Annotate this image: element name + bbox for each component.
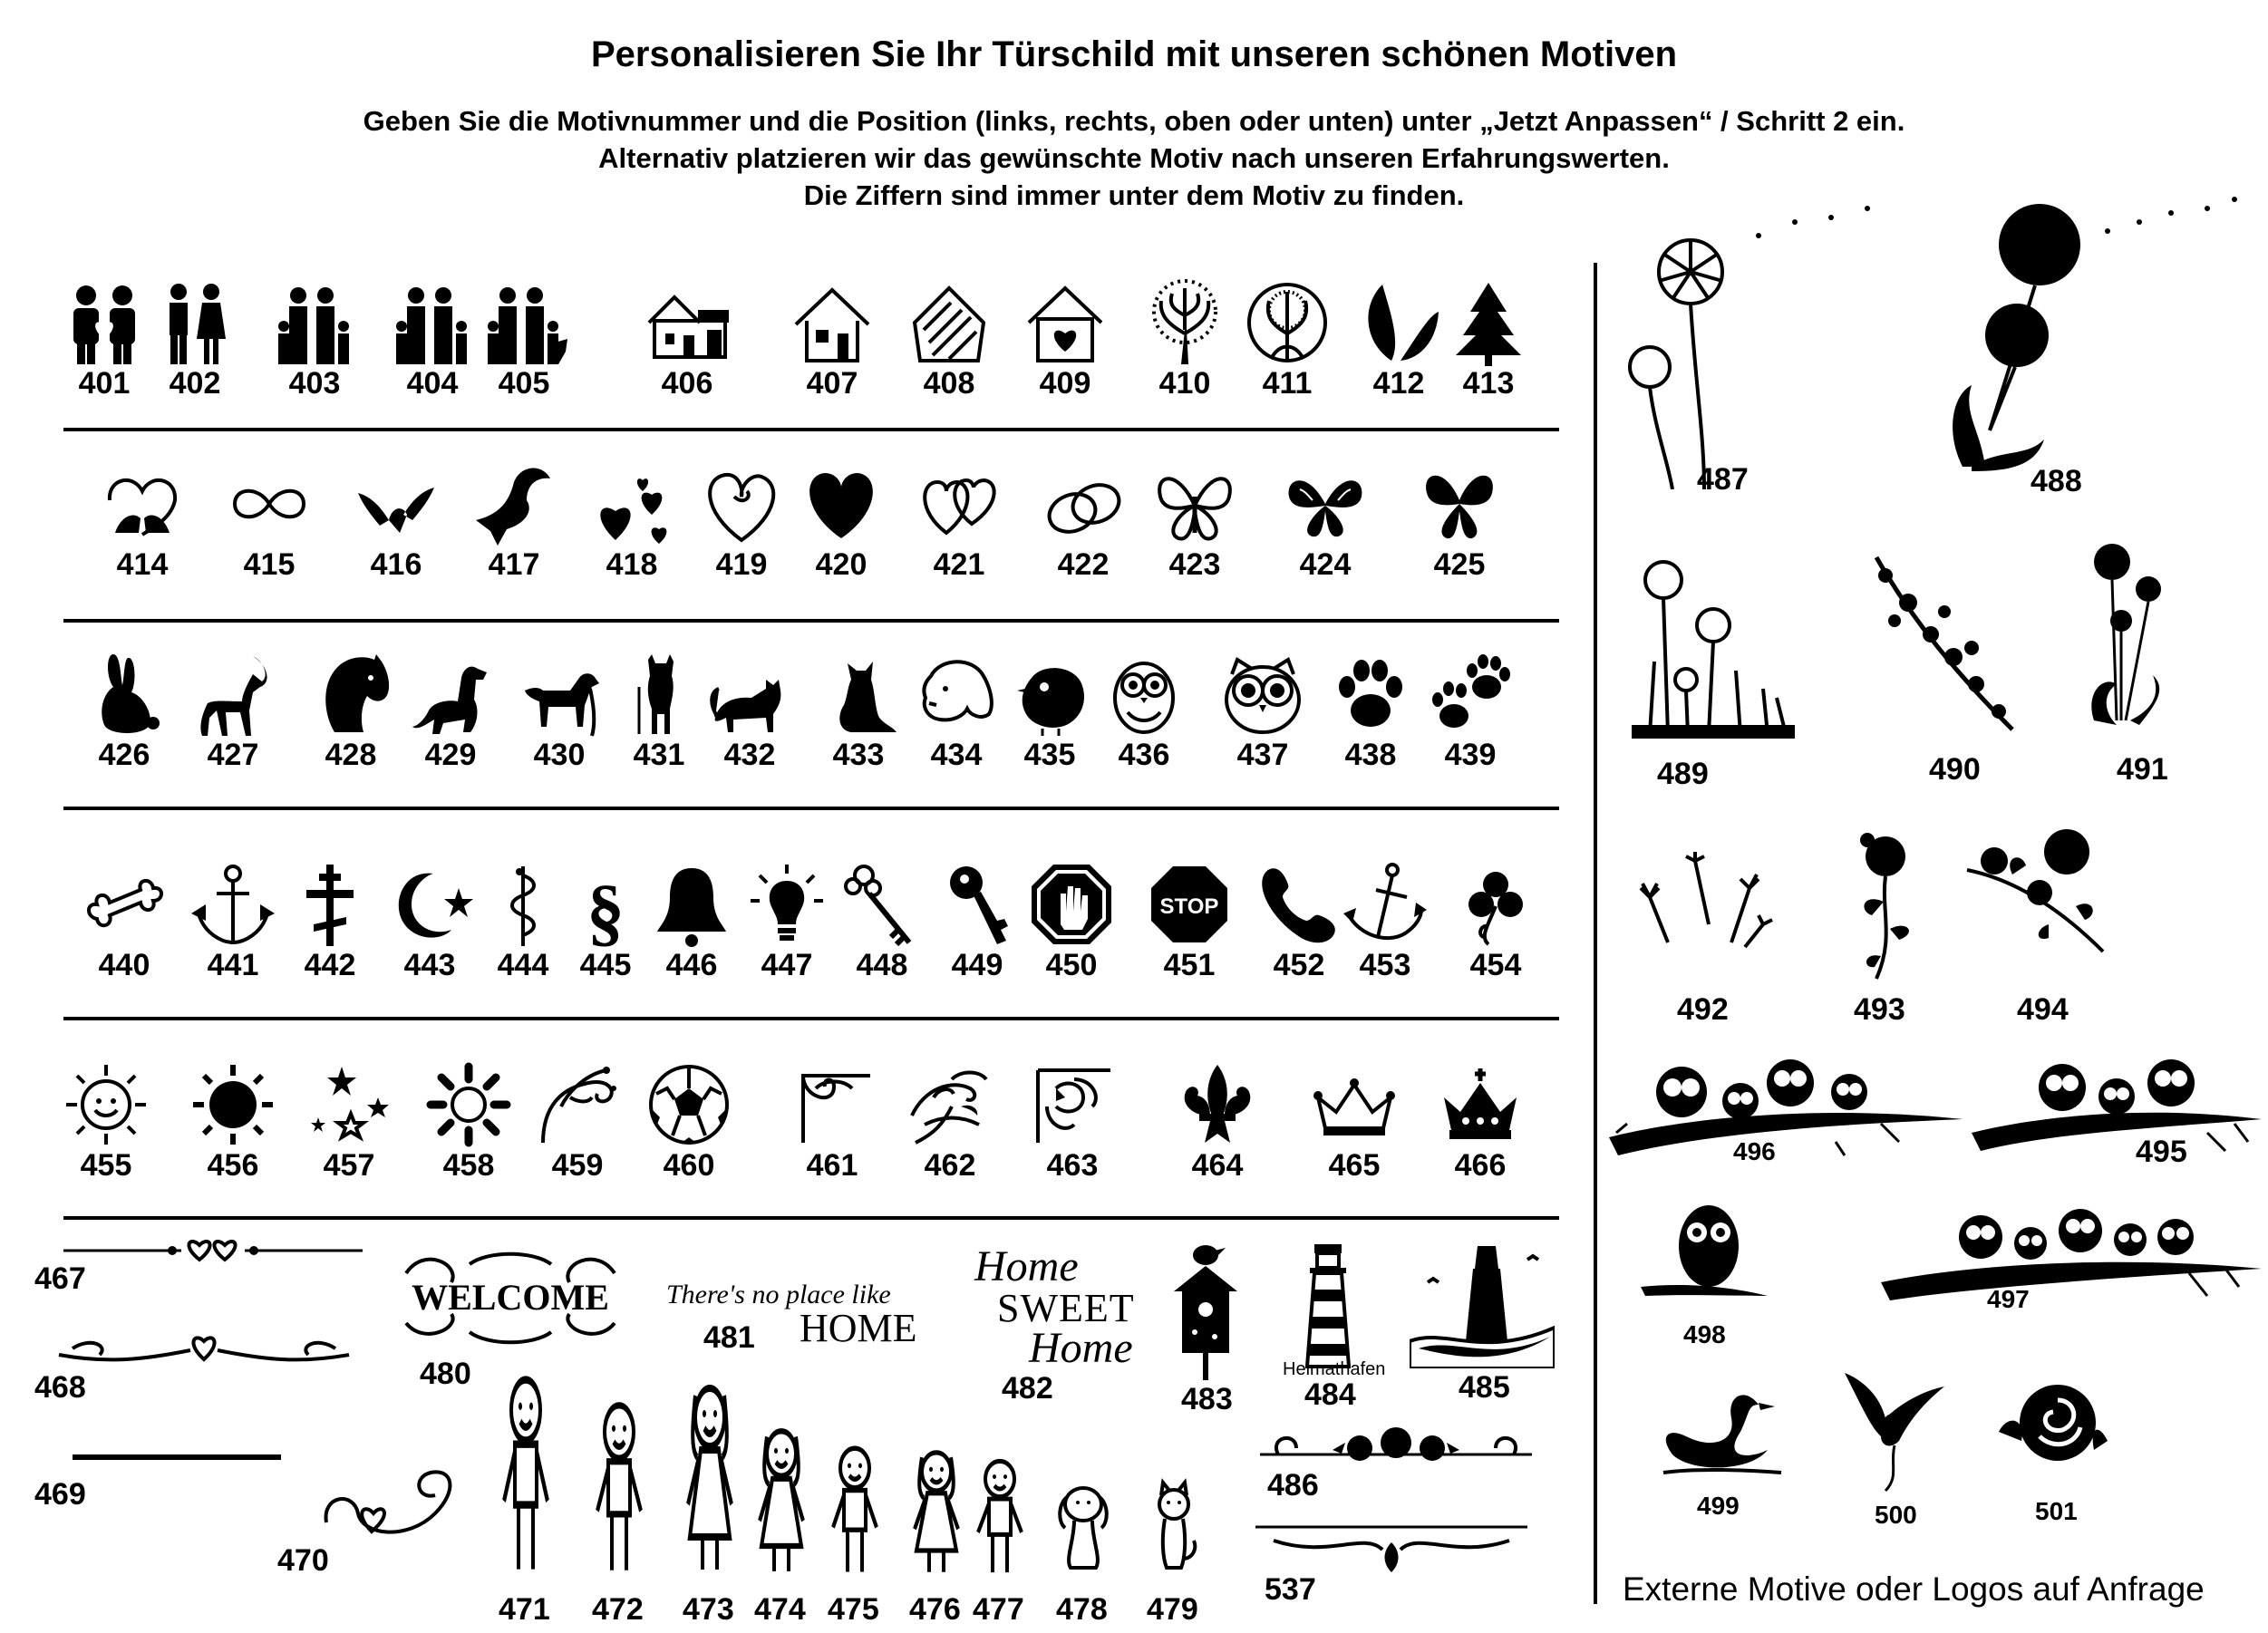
swirl-heart-icon [317,1459,480,1559]
home-script-text-2: Home [1029,1324,1133,1372]
paw-icon [1327,651,1414,738]
dog3-icon [615,651,703,738]
corner2-icon [1029,1061,1116,1148]
motif-number-473: 473 [683,1592,734,1627]
row-divider [63,1216,1559,1220]
svg-text:§: § [586,870,625,948]
key2-icon [934,861,1021,948]
motif-number-490: 490 [1929,752,1981,787]
bird-icon [1006,651,1093,738]
motif-number: 463 [1046,1148,1099,1183]
motif-number: 419 [715,547,768,582]
motif-number-472: 472 [592,1592,644,1627]
motif-number: 430 [533,738,586,772]
house-icon [644,279,731,366]
motif-number: 441 [207,948,259,982]
owls-on-branch-2-icon [1972,1042,2262,1160]
crescent-icon [386,861,473,948]
stick-figure-icon [574,1396,664,1577]
soccer-icon [645,1061,732,1148]
motif-number: 458 [442,1148,495,1183]
motif-number: 427 [207,738,259,772]
row-divider [63,807,1559,810]
doves-icon [99,460,186,547]
hummingbird-icon [1831,1355,1949,1495]
infinity-icon [226,460,313,547]
motif-number: 454 [1469,948,1522,982]
motif-number: 459 [551,1148,604,1183]
motif-number: 466 [1454,1148,1507,1183]
motif-number-476: 476 [909,1592,961,1627]
key-icon [838,861,926,948]
footer-note: Externe Motive oder Logos auf Anfrage [1623,1570,2205,1608]
swirl-heart-ornament [54,1332,354,1368]
twohearts-icon [916,460,1003,547]
row-divider [63,619,1559,623]
roses-branch-icon [1958,825,2112,961]
motif-number: 407 [806,366,858,401]
motif-number: 415 [243,547,296,582]
butterfly-icon [1151,460,1238,547]
paw2-icon [1427,651,1514,738]
heartswirl-icon [698,460,785,547]
motif-number: 421 [933,547,985,582]
motif-number: 420 [815,547,867,582]
lighthouse-icon [1287,1240,1369,1376]
crown2-icon [1437,1061,1524,1148]
motif-number: 414 [116,547,169,582]
stars-icon [305,1061,393,1148]
horse-icon [189,651,276,738]
motif-number-470: 470 [277,1543,329,1578]
doves2-icon [353,460,440,547]
instruction-line-1: Geben Sie die Motivnummer und die Position (links, rechts, oben oder unten) unter „Jetzt Anpassen“ / Schritt 2 ein. [363,105,1905,137]
motif-number-481: 481 [703,1320,755,1355]
column-divider [1594,263,1597,1604]
motif-number: 461 [806,1148,858,1183]
fleur-icon [1174,1061,1261,1148]
owls-on-branch-icon [1609,1051,1963,1160]
motif-number: 439 [1444,738,1497,772]
heimathafen-text: Heimathafen [1283,1359,1386,1379]
welcome-text: WELCOME [412,1277,609,1318]
flourish2-icon [906,1061,993,1148]
hearts-icon [588,460,675,547]
stick-figure-icon [809,1441,900,1577]
stick-figure-icon [1129,1477,1219,1577]
motif-number: 449 [951,948,1003,982]
motif-number: 440 [98,948,150,982]
home-text: HOME [800,1306,917,1350]
cross-icon [286,861,373,948]
cat-icon [706,651,793,738]
motif-number: 432 [723,738,776,772]
stophand-icon [1028,861,1115,948]
home-script-text: Home [974,1242,1079,1290]
owl-icon [1100,651,1187,738]
heart-icon [798,460,885,547]
stick-figure-icon [1038,1477,1129,1577]
motif-number-491: 491 [2117,752,2168,787]
motif-number: 424 [1299,547,1352,582]
motif-number: 404 [406,366,459,401]
motif-number-488: 488 [2031,464,2082,498]
motif-number: 437 [1236,738,1289,772]
motif-number-501: 501 [2035,1497,2078,1525]
motif-number: 455 [80,1148,132,1183]
bell-icon [648,861,735,948]
motif-number: 445 [579,948,632,982]
motif-number-477: 477 [973,1592,1024,1627]
dandelion-meadow-icon [1632,553,1795,743]
motif-number: 431 [633,738,685,772]
motif-number: 438 [1344,738,1397,772]
motif-number: 450 [1045,948,1098,982]
motif-number-489: 489 [1657,757,1709,791]
motif-number-469: 469 [34,1477,86,1512]
instruction-line-2: Alternativ platzieren wir das gewünschte Motiv nach unseren Erfahrungswerten. [598,142,1670,174]
horsehead-icon [307,651,394,738]
caduceus-icon [480,861,567,948]
birdhouse-icon [1169,1237,1242,1382]
house3-icon [906,279,993,366]
motif-number-483: 483 [1181,1382,1233,1416]
motif-number: 456 [207,1148,259,1183]
house2-icon [789,279,876,366]
motif-number-480: 480 [420,1357,471,1391]
anchor-icon [189,861,276,948]
motif-number: 412 [1372,366,1425,401]
owls-family-branch-icon [1881,1187,2262,1309]
motif-number-500: 500 [1875,1501,1917,1529]
motif-number: 406 [661,366,713,401]
leaf-ornament [1255,1522,1527,1577]
instruction-line-3: Die Ziffern sind immer unter dem Motiv zu finden. [803,179,1465,211]
motif-number-482: 482 [1002,1371,1053,1406]
motif-number-468: 468 [34,1370,86,1405]
motif-number: 453 [1359,948,1411,982]
motif-number: 402 [169,366,221,401]
motif-number-478: 478 [1056,1592,1108,1627]
motif-number: 405 [498,366,550,401]
family3-icon [480,279,567,366]
motif-number-484: 484 [1304,1377,1356,1412]
swan-icon [1659,1387,1786,1486]
row-divider [63,428,1559,431]
motif-number: 409 [1039,366,1091,401]
motif-number: 447 [761,948,813,982]
motif-number-496: 496 [1733,1137,1776,1165]
motif-number: 464 [1191,1148,1244,1183]
motif-number: 460 [663,1148,715,1183]
dandelion-grass-icon [1935,195,2244,485]
motif-number-537: 537 [1265,1572,1316,1607]
motif-number-498: 498 [1683,1320,1726,1348]
motif-number-494: 494 [2017,992,2069,1027]
dog2-icon [516,651,603,738]
no-place-like-text: There's no place like [666,1280,891,1309]
motif-number: 465 [1328,1148,1381,1183]
motif-number: 444 [497,948,549,982]
dog-icon [407,651,494,738]
motif-number: 457 [323,1148,375,1183]
couple2-icon [151,279,238,366]
motif-number: 416 [370,547,422,582]
motif-number-475: 475 [828,1592,879,1627]
motif-number: 426 [98,738,150,772]
owl-on-branch-icon [1641,1196,1768,1314]
motif-number-485: 485 [1459,1370,1510,1405]
motif-number: 435 [1023,738,1076,772]
stick-figure-icon [955,1454,1045,1577]
dove-icon [470,460,557,547]
welcome-ornament [397,1246,624,1346]
leaves-icon [1355,279,1442,366]
rose-icon [1990,1377,2117,1486]
svg-text:STOP: STOP [1159,894,1219,919]
pine-icon [1445,279,1532,366]
motif-number-499: 499 [1697,1492,1740,1520]
motif-number: 403 [288,366,341,401]
motif-number: 422 [1057,547,1110,582]
motif-number: 423 [1168,547,1221,582]
sun-icon [63,1061,150,1148]
divider-hearts-ornament [63,1234,363,1267]
househeart-icon [1022,279,1109,366]
motif-number: 428 [325,738,377,772]
corner-icon [789,1061,876,1148]
crown-icon [1311,1061,1398,1148]
motif-number: 408 [923,366,975,401]
butterfly2-icon [1282,460,1369,547]
motif-number-486: 486 [1267,1468,1319,1503]
paragraph-icon [562,861,649,948]
motif-number: 434 [930,738,983,772]
horizontal-line-motif [73,1454,281,1460]
motif-number: 401 [78,366,131,401]
motif-number-497: 497 [1987,1285,2030,1313]
tree-icon [1141,279,1228,366]
motif-number: 425 [1433,547,1486,582]
motif-number-479: 479 [1147,1592,1198,1627]
family2-icon [389,279,476,366]
motif-number-467: 467 [34,1261,86,1296]
couple-icon [61,279,148,366]
rings-icon [1040,460,1127,547]
motif-number-492: 492 [1677,992,1729,1027]
blossom-branch-icon [1858,548,2021,739]
dandelion-seeds-icon [1632,852,1777,952]
motif-number: 433 [832,738,885,772]
flourish-icon [534,1061,621,1148]
owl2-icon [1219,651,1306,738]
phone-icon [1255,861,1342,948]
page-title: Personalisieren Sie Ihr Türschild mit unseren schönen Motiven [590,34,1678,74]
motif-number: 462 [924,1148,976,1183]
sun2-icon [189,1061,276,1148]
motif-number-487: 487 [1697,462,1749,497]
motif-number: 417 [488,547,540,582]
sun3-icon [425,1061,512,1148]
bulb-icon [743,861,830,948]
motif-number: 448 [856,948,908,982]
motif-number-495: 495 [2136,1135,2187,1169]
treelife-icon [1244,279,1331,366]
doghead-icon [913,651,1000,738]
flower-bouquet-icon [2076,539,2176,734]
anchor2-icon [1342,861,1429,948]
motif-number-493: 493 [1854,992,1905,1027]
motif-number: 451 [1163,948,1216,982]
motif-number: 413 [1462,366,1515,401]
motif-number-471: 471 [499,1592,550,1627]
rose-stem-icon [1840,829,1922,983]
motif-number: 436 [1118,738,1170,772]
stick-figure-icon [480,1368,571,1577]
dandelion-icon [1623,199,1904,489]
motif-number: 446 [665,948,718,982]
bone-icon [81,861,168,948]
motif-number: 443 [403,948,456,982]
butterfly3-icon [1416,460,1503,547]
stop-icon [1146,861,1233,948]
motif-number: 418 [606,547,658,582]
sweet-text: SWEET [997,1286,1135,1330]
rabbit-icon [81,651,168,738]
family-icon [271,279,358,366]
motif-number: 410 [1158,366,1211,401]
row-divider [63,1017,1559,1020]
cat2-icon [815,651,902,738]
motif-number: 411 [1262,366,1313,401]
motif-number: 429 [424,738,477,772]
lighthouse-waves-icon [1410,1242,1555,1368]
clover-icon [1452,861,1539,948]
motif-number: 442 [304,948,356,982]
motif-number-474: 474 [754,1592,806,1627]
motif-number: 452 [1273,948,1325,982]
